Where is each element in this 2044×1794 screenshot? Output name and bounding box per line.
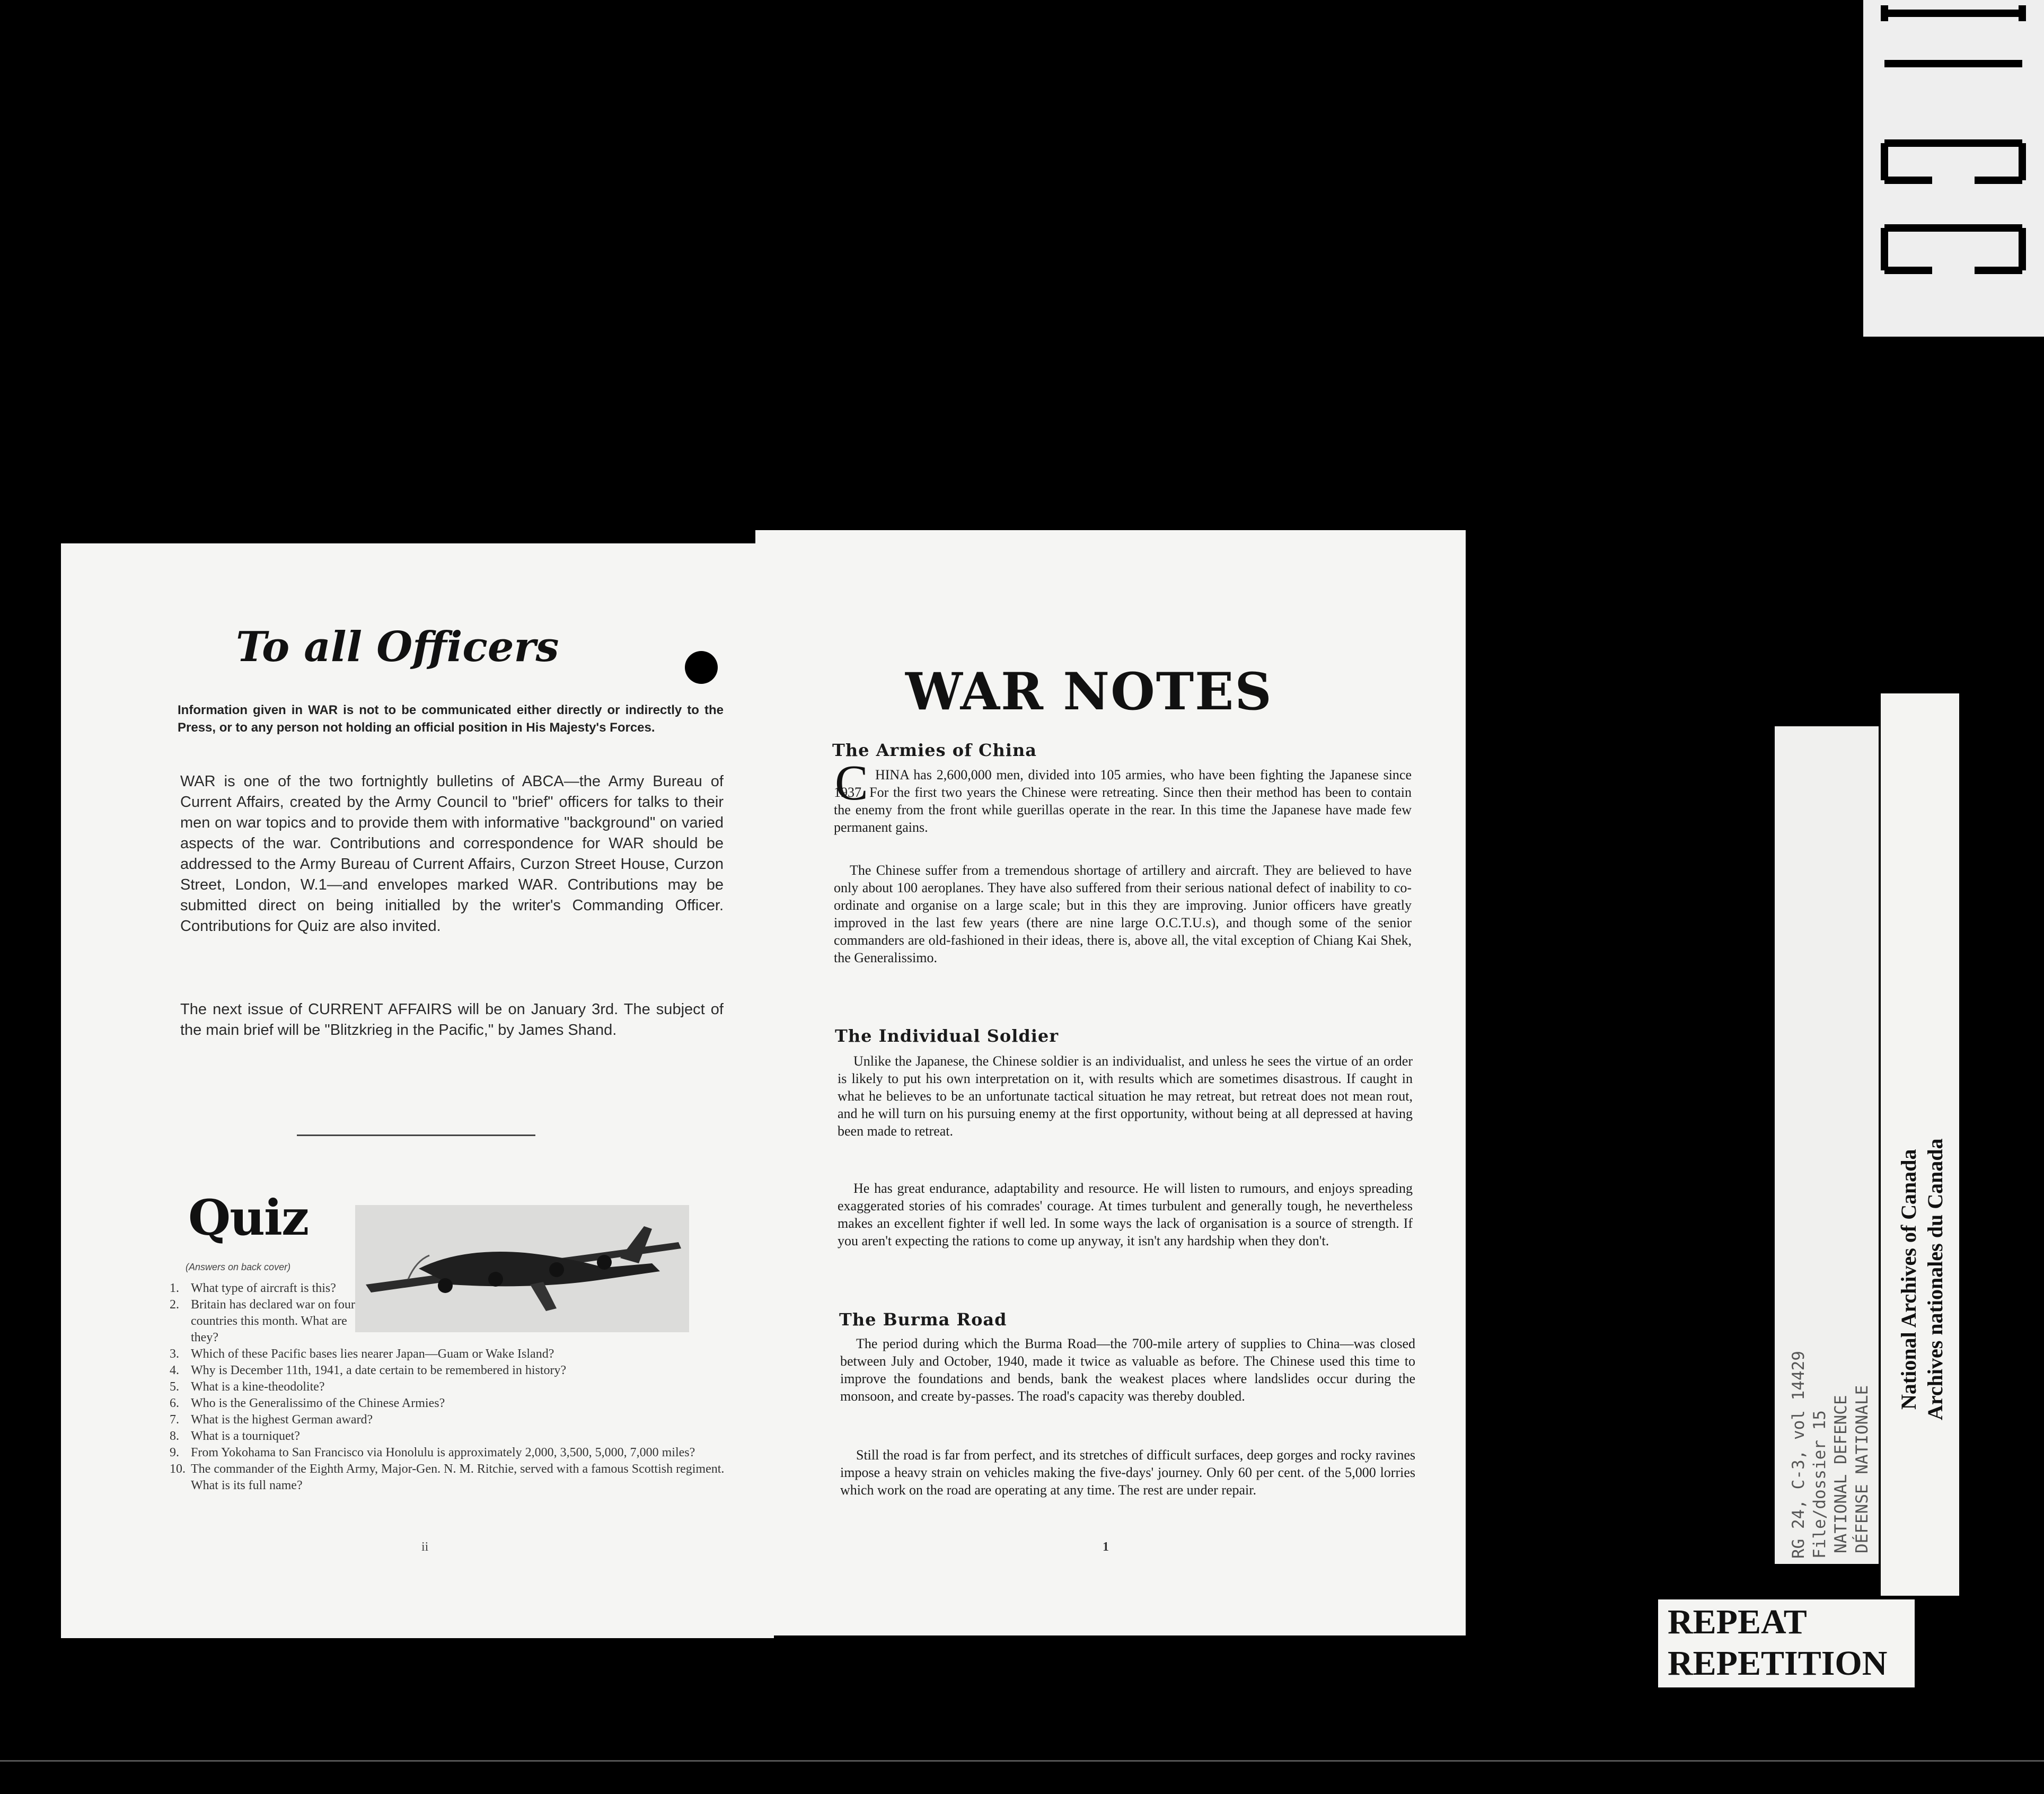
quiz-question: 8. What is a tourniquet? [170,1429,300,1443]
confidentiality-notice: Information given in WAR is not to be communicated either directly or indirectly to the Press, or to any person not holding an official position in His Majesty's Forces. [178,703,724,735]
repeat-stamp-line1: REPEAT [1668,1603,1807,1641]
section-divider [297,1135,535,1136]
burma-paragraph-2: Still the road is far from perfect, and its stretches of difficult surfaces, deep gorges and rocky ravines impose a heavy strain on vehicles making the five-days' journey. Only 60 per cent. of the 5,000 lorries which work on the road are operating at any time. The rest are under repair. [840,1447,1415,1498]
agency-name: NATIONAL DEFENCE DÉFENSE NATIONALE [1831,1385,1872,1553]
quiz-question: 10. The commander of the Eighth Army, Major-Gen. N. M. Ritchie, served with a famous Scottish regiment. What is its full name? [170,1462,725,1492]
right-page [755,530,1466,1635]
quiz-title: Quiz [188,1189,309,1246]
right-page-number: 1 [1103,1540,1109,1554]
quiz-questions [170,1280,747,1494]
soldier-paragraph-1: Unlike the Japanese, the Chinese soldier is an individualist, and unless he sees the virtue of an order is likely to put his own interpretation on it, with results which are sometimes disastrous. If caught in what he believes to be an unfortunate tactical situation he may retreat, but retreat does not mean rout, and he will turn on his pursuing enemy at the first opportunity, without being at all depressed at having been made to retreat. [838,1053,1413,1139]
drop-cap: C [835,755,868,811]
quiz-question: 2. Britain has declared war on four countries this month. What are they? [170,1298,355,1344]
quiz-question: 4. Why is December 11th, 1941, a date certain to be remembered in history? [170,1364,567,1377]
archives-name-en: National Archives of Canada [1897,1149,1920,1410]
archives-name-fr: Archives nationales du Canada [1923,1138,1947,1420]
scan-edge-line [0,1760,2044,1762]
quiz-question: 7. What is the highest German award? [170,1413,373,1427]
section-heading-armies: The Armies of China [832,740,1037,760]
repeat-stamp [1658,1599,1915,1687]
armies-paragraph-2: The Chinese suffer from a tremendous shortage of artillery and aircraft. They are believed to have only about 100 aeroplanes. They have also suffered from their serious national defect of inability to co-ordinate and organise on a large scale; but in this they are improving. Junior officers have greatly improved in the last few years (there are nine large O.C.T.U.s), and though some of the senior commanders are old-fashioned in their ideas, there is, above all, the vital exception of Chiang Kai Shek, the Generalissimo. [834,863,1412,965]
quiz-question: 5. What is a kine-theodolite? [170,1380,325,1394]
section-heading-burma: The Burma Road [839,1309,1007,1330]
right-page-title: WAR NOTES [905,662,1273,722]
archive-reference-strip [1775,726,1879,1564]
soldier-paragraph-2: He has great endurance, adaptability and resource. He will listen to rumours, and enjoys spreading exaggerated stories of his comrades' courage. At times turbulent and generally tough, he nevertheless makes an excellent fighter if well led. In some ways the lack of organisation is a source of strength. If you aren't expecting the rations to come up anyway, it isn't any hardship when they don't. [838,1181,1413,1248]
binding-hole-left [685,651,718,684]
quiz-question: 9. From Yokohama to San Francisco via Honolulu is approximately 2,000, 3,500, 5,000, 7,000 miles? [170,1446,695,1459]
left-page-title: To all Officers [236,623,559,671]
next-issue-notice: The next issue of CURRENT AFFAIRS will be on January 3rd. The subject of the main brief will be "Blitzkrieg in the Pacific," by James Shand. [180,1001,724,1039]
left-page-number: ii [421,1540,429,1554]
armies-paragraph-1: HINA has 2,600,000 men, divided into 105 armies, who have been fighting the Japanese since 1937. For the first two years the Chinese were retreating. Since then their method has been to contain the enemy from the front while guerillas operate in the rear. In this time the Japanese have made few permanent gains. [834,767,1412,835]
archives-name-strip [1881,693,1959,1596]
quiz-question: 6. Who is the Generalissimo of the Chinese Armies? [170,1396,445,1410]
frame-number-digits-icon [1863,0,2044,337]
section-heading-soldier: The Individual Soldier [835,1026,1059,1046]
frame-counter-strip [1863,0,2044,337]
bulletin-description: WAR is one of the two fortnightly bulletins of ABCA—the Army Bureau of Current Affairs, created by the Army Council to "brief" officers for talks to their men on war topics and to provide them with informative "background" on varied aspects of the war. Contributions and correspondence for WAR should be addressed to the Army Bureau of Current Affairs, Curzon Street House, Curzon Street, London, W.1—and envelopes marked WAR. Contributions may be submitted direct on being initialled by the writer's Commanding Officer. Contributions for Quiz are also invited. [180,773,724,935]
quiz-question: 3. Which of these Pacific bases lies nearer Japan—Guam or Wake Island? [170,1347,554,1361]
left-page [61,543,774,1638]
quiz-question: 1. What type of aircraft is this? [170,1281,336,1295]
quiz-answers-note: (Answers on back cover) [186,1262,291,1272]
burma-paragraph-1: The period during which the Burma Road—the 700-mile artery of supplies to China—was closed between July and October, 1940, made it twice as valuable as before. The Chinese used this time to improve the foundations and bends, bank the weakest places where landslides occur during the monsoon, and create by-passes. The road's capacity was thereby doubled. [840,1336,1415,1404]
repeat-stamp-line2: REPETITION [1668,1644,1888,1683]
reference-number: RG 24, C-3, vol 14429 File/dossier 15 [1789,1351,1829,1559]
